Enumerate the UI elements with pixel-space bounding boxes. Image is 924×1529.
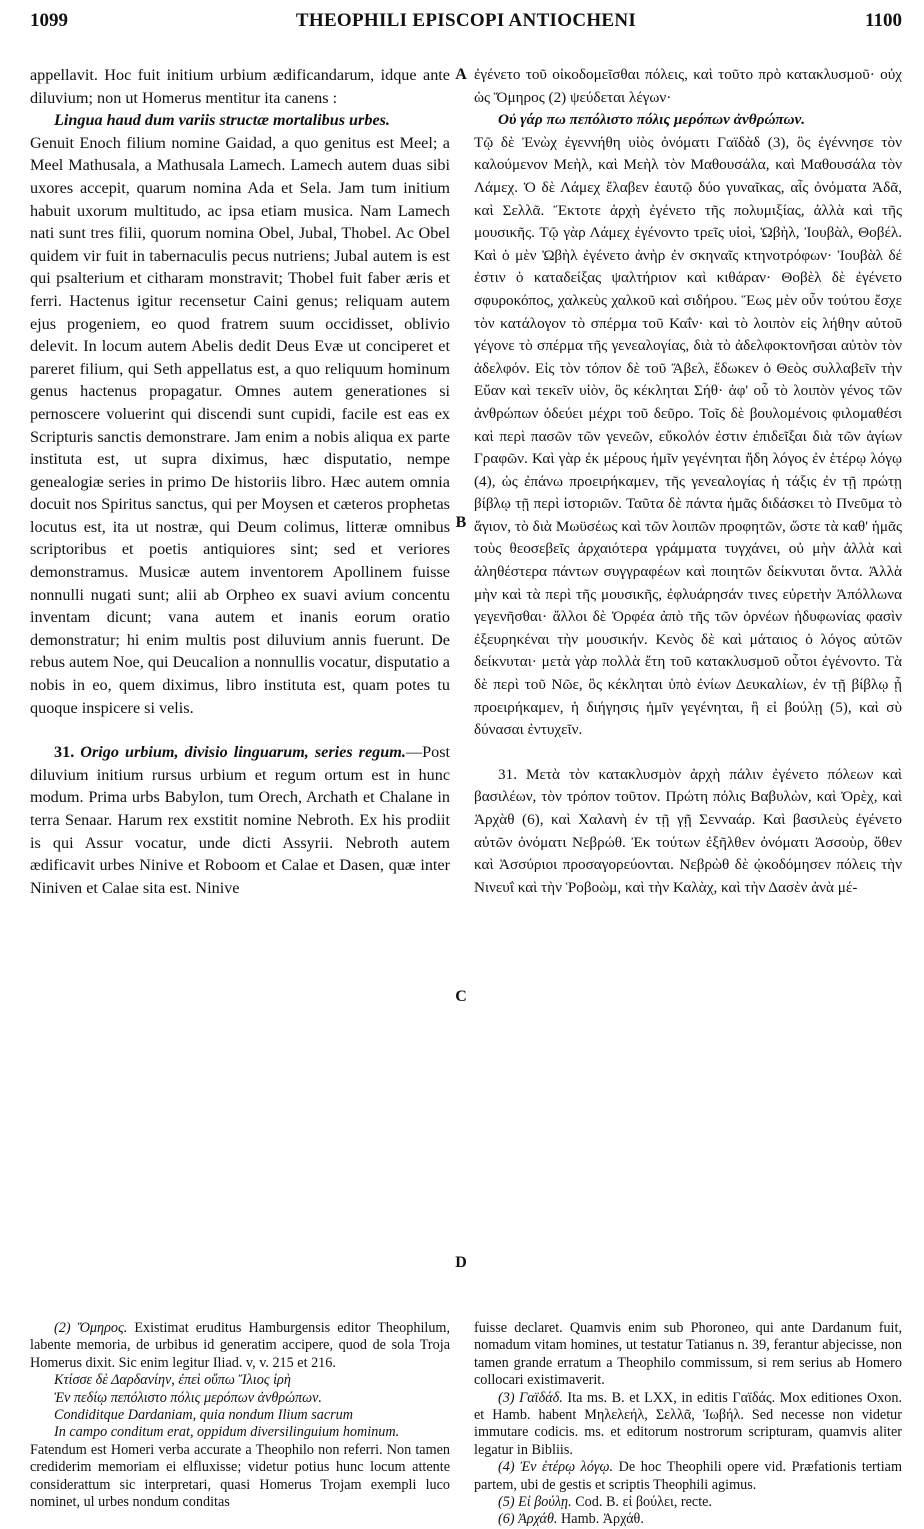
footnote-6: (6) Ἀρχάθ. Hamb. Ἀρχάθ. — [498, 1511, 644, 1528]
footnote-3: (3) Γαϊδάδ. Ita ms. B. et LXX, in editis Γαϊδάς. Mox editiones Oxon. et Hamb. habent Μηλελεήλ, Σελλᾶ, Ἰωβήλ. Sed necesse non videtur immutare codicis. ms. et editorum nostrorum scripturam, quamvis aliter legatur in Bibliis. — [474, 1389, 903, 1458]
footnotes-left — [30, 1320, 450, 1511]
running-title: THEOPHILI EPISCOPI ANTIOCHENI — [295, 10, 637, 31]
greek-verse: Οὐ γάρ πω πεπόλιστο πόλις μερόπων ἀνθρώπων. — [498, 111, 806, 129]
page-number-left: 1099 — [30, 10, 68, 31]
footnotes-right — [474, 1320, 902, 1529]
greek-paragraph-2: Τῷ δὲ Ἐνὼχ ἐγεννήθη υἱὸς ὀνόματι Γαϊδὰδ (3), ὃς ἐγέννησε τὸν καλούμενον Μεὴλ, καὶ Μεὴλ τὸν Μαθουσάλα, καὶ Μαθουσάλα τὸν Λάμεχ. Ὁ δὲ Λάμεχ ἔλαβεν ἑαυτῷ δύο γυναῖκας, αἷς ὀνόματα Ἀδᾶ, καὶ Σελλᾶ. Ἔκτοτε ἀρχὴ ἐγένετο τῆς πολυμιξίας, ἀλλὰ καὶ τῆς μουσικῆς. Τῷ γὰρ Λάμεχ ἐγένοντο τρεῖς υἱοὶ, Ὠβὴλ, Ἰουβὰλ, Θοβέλ. Καὶ ὁ μὲν Ὠβὴλ ἐγένετο ἀνὴρ ἐν σκηναῖς κτηνοτρόφων· Ἰουβὰλ δέ ἐστιν ὁ καταδείξας ψαλτήριον καὶ κιθάραν· Θοβὲλ δὲ ἐγένετο σφυροκόπος, χαλκεὺς χαλκοῦ καὶ σιδήρου. Ἕως μὲν οὖν τούτου ἔσχε τὸν κατάλογον τὸ σπέρμα τοῦ Καΐν· καὶ τὸ λοιπὸν εἰς λήθην αὐτοῦ γέγονε τὸ σπέρμα τῆς γενεαλογίας, διὰ τὸ ἀδελφοκτονῆσαι αὐτὸν τὸν ἀδελφόν. Εἰς τὸν τόπον δὲ τοῦ Ἄβελ, ἔδωκεν ὁ Θεὸς συλλαβεῖν τὴν Εὔαν καὶ τεκεῖν υἱὸν, ὃς κέκληται Σήθ· ἀφ' οὗ τὸ λοιπὸν γένος τῶν ἀνθρώπων ὁδεύει μέχρι τοῦ δεῦρο. Τοῖς δὲ βουλομένοις φιλομαθέσι καὶ περὶ πασῶν τῶν γενεῶν, εὔκολόν ἐστιν ἐπιδεῖξαι διὰ τῶν ἁγίων Γραφῶν. Καὶ γὰρ ἐκ μέρους ἡμῖν γεγένηται ἤδη λόγος ἐν ἑτέρῳ λόγῳ (4), ὡς ἐπάνω προειρήκαμεν, τῆς γενεαλογίας ἡ τάξις ἐν τῇ πρώτῃ βίβλῳ τῇ περὶ ἱστοριῶν. Ταῦτα δὲ πάντα ἡμᾶς διδάσκει τὸ Πνεῦμα τὸ ἅγιον, τὸ διὰ Μωϋσέως καὶ τῶν λοιπῶν προφητῶν, ὥστε τὰ καθ' ἡμᾶς τοὺς θεοσεβεῖς ἀρχαιότερα γράμματα τυγχάνει, οὐ μὴν ἀλλὰ καὶ ἀληθέστερα πάντων συγγραφέων καὶ ποιητῶν δείκνυται ὄντα. Ἀλλὰ μὴν καὶ τὰ περὶ τῆς μουσικῆς, ἐφλυάρησάν τινες εὑρετὴν Ἀπόλλωνα γεγενῆσθαι· ἄλλοι δὲ Ὀρφέα ἀπὸ τῆς τῶν ὀρνέων ἡδυφωνίας φασὶν ἐξευρηκέναι τὴν μουσικήν. Κενὸς δὲ καὶ μάταιος ὁ λόγος αὐτῶν δείκνυται· μετὰ γὰρ πολλὰ ἔτη τοῦ κατακλυσμοῦ οὗτοι ἐγένοντο. Τὰ δὲ περὶ τοῦ Νῶε, ὃς κέκληται ὑπὸ ἐνίων Δευκαλίων, ἐν τῇ βίβλῳ ᾗ προειρήκαμεν, ἡ διήγησις ἡμῖν γεγένηται, ἣ εἰ βούλῃ (5), καὶ σὺ δύνασαι ἐντυχεῖν. — [474, 133, 902, 739]
page-number-right: 1100 — [865, 10, 902, 31]
footnote-2-tail: Fatendum est Homeri verba accurate a Theophilo non referri. Non tamen crediderim memoriam ei elfluxisse; videtur potius hunc locum attente considerattum sic interpretari, quasi Homerus Trojam exempli luco nominet, ul urbes nondum conditas — [30, 1441, 450, 1511]
footnote-2-verse-2: Ἐν πεδίῳ πεπόλιστο πόλις μερόπων ἀνθρώπων. — [54, 1389, 322, 1406]
greek-column — [474, 64, 902, 899]
latin-column — [30, 64, 450, 899]
latin-section-31 — [30, 741, 450, 899]
footnote-2-verse-1: Κτίσσε δὲ Δαρδανίην, ἐπεὶ οὔπω Ἴλιος ἱρὴ — [54, 1372, 291, 1389]
margin-marker-b: B — [455, 514, 467, 531]
footnote-2-verse-4: In campo conditum erat, oppidum diversilinguium hominum. — [54, 1424, 400, 1441]
latin-paragraph-3: —Post diluvium initium rursus urbium et regum ortum est in hunc modum. Prima urbs Babylon, tum Orech, Archath et Chalane in terra Senaar. Harum rex exstitit nomine Nebroth. Ex his prodiit is qui Assur vocatur, unde dicti Assyrii. Nebroth autem ædificavit urbes Ninive et Roboom et Calae et Dasen, quæ inter Niniven et Calae sita est. Ninive — [30, 743, 450, 897]
margin-marker-d: D — [455, 1254, 467, 1271]
section-title: Origo urbium, divisio linguarum, series regum. — [80, 743, 406, 762]
footnote-2-continued: fuisse declaret. Quamvis enim sub Phoroneo, qui ante Dardanum fuit, nomadum vitam homines, ut testatur Tatianus n. 39, ferantur abjecisse, non tamen grande erratum a Theophilo commissum, si rem serius ab Homero collocari existimaverit. — [474, 1320, 902, 1389]
page-header — [30, 6, 902, 38]
margin-marker-a: A — [455, 66, 467, 83]
footnote-2: (2) Ὅμηρος. Existimat eruditus Hamburgensis editor Theophilum, labente memoria, de urbibus id generatim accipere, quod de sola Troja Homerus dixit. Sic enim legitur Iliad. v, v. 215 et 216. — [30, 1320, 451, 1371]
latin-verse: Lingua haud dum variis structæ mortalibus urbes. — [54, 111, 390, 130]
greek-paragraph-3: 31. Μετὰ τὸν κατακλυσμὸν ἀρχὴ πάλιν ἐγένετο πόλεων καὶ βασιλέων, τὸν τρόπον τοῦτον. Πρώτη πόλις Βαβυλὼν, καὶ Ὀρὲχ, καὶ Ἀρχὰθ (6), καὶ Χαλανὴ ἐν τῇ γῇ Σενναάρ. Καὶ βασιλεὺς ἐγένετο αὐτῶν ὀνόματι Νεβρώθ. Ἐκ τούτων ἐξῆλθεν ὀνόματι Ἀσσοὺρ, ὅθεν καὶ Ἀσσύριοι προσαγορεύονται. Νεβρὼθ δὲ ᾠκοδόμησεν πόλεις τὴν Νινευΐ καὶ τὴν Ῥοβοὼμ, καὶ τὴν Καλὰχ, καὶ τὴν Δασὲν ἀνὰ μέ- — [474, 765, 902, 896]
margin-marker-c: C — [455, 988, 467, 1005]
footnote-4: (4) Ἐν ἑτέρῳ λόγῳ. De hoc Theophili opere vid. Præfationis tertiam partem, ubi de gestis et scriptis Theophili agimus. — [474, 1459, 902, 1493]
greek-paragraph-1: ἐγένετο τοῦ οἰκοδομεῖσθαι πόλεις, καὶ τοῦτο πρὸ κατακλυσμοῦ· οὐχ ὡς Ὅμηρος (2) ψεύδεται λέγων· — [474, 66, 902, 106]
footnote-2-verse-3: Condiditque Dardaniam, quia nondum Ilium sacrum — [54, 1407, 353, 1424]
latin-paragraph-1: appellavit. Hoc fuit initium urbium ædificandarum, idque ante diluvium; non ut Homerus mentitur ita canens : — [30, 66, 450, 107]
footnote-5: (5) Εἰ βούλῃ. Cod. B. εἰ βούλει, recte. — [498, 1494, 713, 1511]
latin-paragraph-2: Genuit Enoch filium nomine Gaidad, a quo genitus est Meel; a Meel Mathusala, a Mathusala Lamech. Lamech autem duas sibi uxores accepit, quarum nomina Ada et Sela. Jam tum initium habuit uxorum multitudo, ac ipsa etiam musica. Nam Lamech nati sunt tres filii, quorum nomina Obel, Jubal, Thobel. Ac Obel quidem vir fuit in tabernaculis pecus nutriens; Jubal autem is est qui psalterium et citharam monstravit; Thobel fuit faber æris et ferri. Hactenus igitur recensetur Caini genus; reliquam autem ejus progeniem, eo quod fratrem suum occidisset, oblivio delevit. In locum autem Abelis dedit Deus Evæ ut conciperet et pareret filium, qui Seth appellatus est, a quo reliquum hominum genus hactenus propagatur. Omnes autem generationes si pernoscere voluerint qui discendi sunt cupidi, facile est eas ex Scripturis sanctis demonstrare. Jam enim a nobis aliqua ex parte instituta est, ut supra diximus, hæc disputatio, nempe genealogiæ series in primo De historiis libro. Hæc autem omnia docuit nos Spiritus sanctus, qui per Moysen et cæteros prophetas locutus est, ita ut nostræ, qui Deum colimus, litteræ omnibus scriptoribus et poetis antiquiores sint; sed et veriores demonstramus. Musicæ autem inventorem Apollinem fuisse nonnulli nugati sunt; alii ab Orpheo ex suavi avium concentu inventam dicunt; vana autem et inanis eorum oratio demonstratur; hi enim multis post diluvium annis fuerunt. De rebus autem Noe, qui Deucalion a nonnullis vocatur, disputatio a nobis in eo, quem diximus, libro instituta est, quam potes tu quoque inspicere si velis. — [30, 133, 450, 717]
section-number: 31. — [54, 743, 75, 762]
